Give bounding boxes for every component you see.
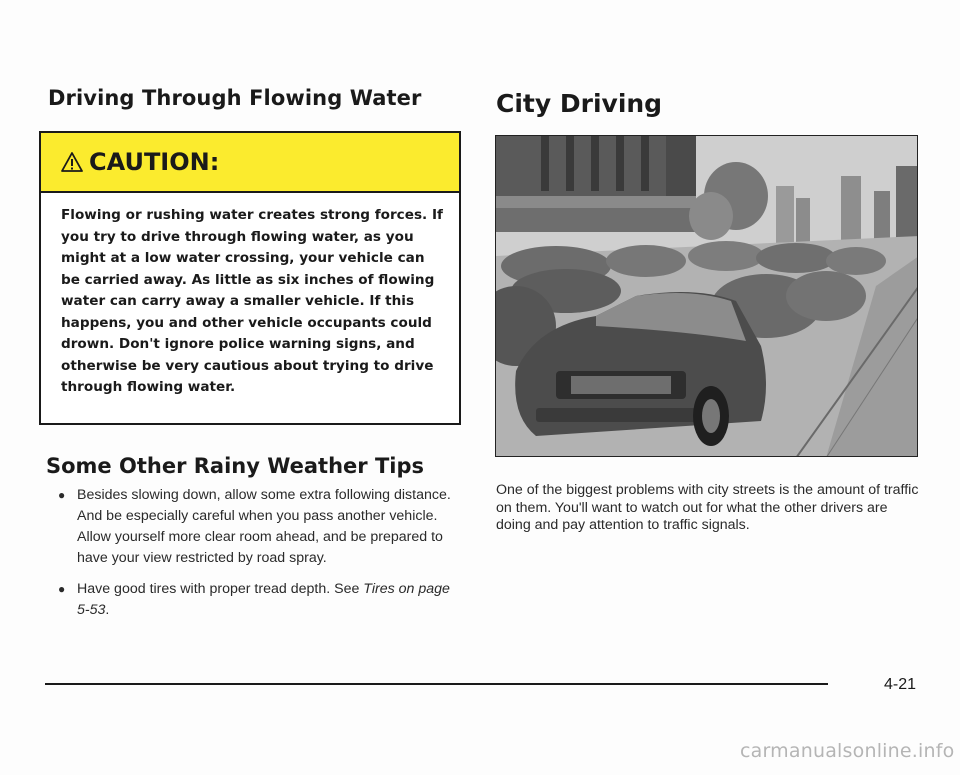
caution-title: CAUTION: bbox=[89, 148, 220, 176]
list-item bbox=[58, 579, 458, 621]
page-number: 4-21 bbox=[884, 676, 917, 693]
warning-triangle-icon bbox=[61, 152, 83, 172]
tires-page-link[interactable]: Tires on page 5-53 bbox=[77, 581, 450, 618]
bullet-icon: ● bbox=[58, 488, 66, 502]
tip-text: Have good tires with proper tread depth. See bbox=[77, 581, 364, 597]
site-watermark: carmanualsonline.info bbox=[740, 740, 955, 762]
bullet-icon: ● bbox=[58, 582, 66, 596]
section-heading-flowing-water: Driving Through Flowing Water bbox=[48, 86, 422, 110]
section-heading-rainy-tips: Some Other Rainy Weather Tips bbox=[46, 454, 425, 478]
footer-divider bbox=[45, 683, 828, 685]
city-driving-paragraph: One of the biggest problems with city streets is the amount of traffic on them. You'll want to watch out for what the other drivers are doing and pay attention to traffic signals. bbox=[496, 482, 919, 533]
caution-box bbox=[39, 131, 461, 425]
city-traffic-illustration bbox=[495, 135, 918, 457]
section-heading-city-driving: City Driving bbox=[496, 89, 663, 118]
tip-suffix: . bbox=[105, 602, 110, 618]
rainy-tips-list bbox=[58, 485, 458, 631]
list-item bbox=[58, 485, 458, 569]
tip-text: Besides slowing down, allow some extra following distance. And be especially careful when you pass another vehicle. Allow yourself more clear room ahead, and be prepared to have your view restricted by road spray. bbox=[77, 487, 451, 566]
caution-body: Flowing or rushing water creates strong forces. If you try to drive through flowing water, as you might at a low water crossing, your vehicle can be carried away. As little as six inches of flowing water can carry away a smaller vehicle. If this happens, you and other vehicle occupants could drown. Don't ignore police warning signs, and otherwise be very cautious about trying to drive through flowing water. bbox=[61, 207, 443, 395]
caution-header bbox=[41, 133, 459, 193]
